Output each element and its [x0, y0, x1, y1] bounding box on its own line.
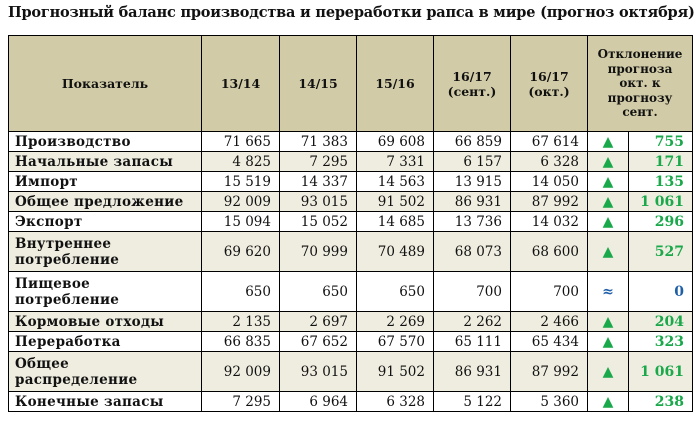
- table-row: [9, 232, 693, 272]
- header-16-17-oct: [511, 36, 588, 132]
- up-arrow-icon: ▲: [588, 232, 629, 272]
- value-cell: 2 135: [202, 312, 280, 332]
- value-cell: 6 964: [280, 392, 357, 412]
- value-cell: 700: [434, 272, 511, 312]
- row-name: [9, 392, 202, 412]
- value-cell: 68 600: [511, 232, 588, 272]
- table-row: [9, 272, 693, 312]
- table-row: [9, 312, 693, 332]
- row-name-line: Конечные запасы: [15, 393, 164, 410]
- value-cell: 93 015: [280, 352, 357, 392]
- table-row: [9, 192, 693, 212]
- value-cell: 14 563: [357, 172, 434, 192]
- value-cell: 7 331: [357, 152, 434, 172]
- header-line: сент.: [622, 105, 658, 120]
- row-name-line: Импорт: [15, 173, 78, 190]
- approx-icon: ≈: [588, 272, 629, 312]
- up-arrow-icon: ▲: [588, 392, 629, 412]
- row-name-line: Внутреннее: [15, 235, 112, 252]
- value-cell: 2 262: [434, 312, 511, 332]
- deviation-value: 1 061: [629, 352, 693, 392]
- row-name: [9, 212, 202, 232]
- value-cell: 6 328: [357, 392, 434, 412]
- row-name: [9, 172, 202, 192]
- value-cell: 15 052: [280, 212, 357, 232]
- table-row: [9, 172, 693, 192]
- table-row: [9, 132, 693, 152]
- row-name-line: Переработка: [15, 333, 121, 350]
- value-cell: 92 009: [202, 352, 280, 392]
- value-cell: 68 073: [434, 232, 511, 272]
- value-cell: 5 360: [511, 392, 588, 412]
- value-cell: 93 015: [280, 192, 357, 212]
- value-cell: 14 685: [357, 212, 434, 232]
- table-title: Прогнозный баланс производства и переработки рапса в мире (прогноз октября): [8, 4, 695, 21]
- up-arrow-icon: ▲: [588, 172, 629, 192]
- value-cell: 14 337: [280, 172, 357, 192]
- value-cell: 14 032: [511, 212, 588, 232]
- row-name-line: распределение: [15, 371, 138, 388]
- header-line: окт. к: [619, 76, 661, 91]
- up-arrow-icon: ▲: [588, 152, 629, 172]
- header-line: Отклонение: [597, 47, 683, 62]
- value-cell: 69 608: [357, 132, 434, 152]
- value-cell: 91 502: [357, 192, 434, 212]
- value-cell: 7 295: [202, 392, 280, 412]
- value-cell: 87 992: [511, 192, 588, 212]
- value-cell: 6 157: [434, 152, 511, 172]
- value-cell: 67 614: [511, 132, 588, 152]
- row-name-line: Пищевое: [15, 275, 91, 292]
- header-line: (окт.): [528, 83, 570, 99]
- row-name-line: Начальные запасы: [15, 153, 174, 170]
- value-cell: 71 383: [280, 132, 357, 152]
- deviation-value: 238: [629, 392, 693, 412]
- value-cell: 86 931: [434, 192, 511, 212]
- value-cell: 13 915: [434, 172, 511, 192]
- deviation-value: 171: [629, 152, 693, 172]
- row-name-line: Общее предложение: [15, 193, 184, 210]
- value-cell: 65 111: [434, 332, 511, 352]
- value-cell: 15 094: [202, 212, 280, 232]
- table-row: [9, 332, 693, 352]
- row-name-line: потребление: [15, 251, 120, 268]
- up-arrow-icon: ▲: [588, 212, 629, 232]
- header-row: [9, 36, 693, 132]
- row-name-line: потребление: [15, 291, 120, 308]
- header-14-15: 14/15: [280, 36, 357, 132]
- value-cell: 13 736: [434, 212, 511, 232]
- row-name: [9, 232, 202, 272]
- header-indicator: Показатель: [9, 36, 202, 132]
- value-cell: 65 434: [511, 332, 588, 352]
- up-arrow-icon: ▲: [588, 192, 629, 212]
- row-name-line: Производство: [15, 133, 131, 150]
- header-deviation: [588, 36, 693, 132]
- table-row: [9, 392, 693, 412]
- row-name: [9, 152, 202, 172]
- row-name: [9, 272, 202, 312]
- value-cell: 650: [202, 272, 280, 312]
- value-cell: 69 620: [202, 232, 280, 272]
- row-name: [9, 352, 202, 392]
- value-cell: 70 999: [280, 232, 357, 272]
- row-name-line: Общее: [15, 355, 70, 372]
- value-cell: 66 835: [202, 332, 280, 352]
- header-16-17-sep: [434, 36, 511, 132]
- value-cell: 4 825: [202, 152, 280, 172]
- row-name: [9, 192, 202, 212]
- table-row: [9, 152, 693, 172]
- value-cell: 2 697: [280, 312, 357, 332]
- value-cell: 86 931: [434, 352, 511, 392]
- value-cell: 700: [511, 272, 588, 312]
- value-cell: 71 665: [202, 132, 280, 152]
- value-cell: 5 122: [434, 392, 511, 412]
- header-15-16: 15/16: [357, 36, 434, 132]
- up-arrow-icon: ▲: [588, 132, 629, 152]
- value-cell: 7 295: [280, 152, 357, 172]
- header-line: прогнозу: [607, 90, 673, 105]
- value-cell: 15 519: [202, 172, 280, 192]
- row-name: [9, 332, 202, 352]
- row-name-line: Кормовые отходы: [15, 313, 165, 330]
- table-body: [9, 132, 693, 412]
- deviation-value: 755: [629, 132, 693, 152]
- header-line: 16/17: [529, 68, 569, 84]
- value-cell: 650: [357, 272, 434, 312]
- value-cell: 87 992: [511, 352, 588, 392]
- value-cell: 2 466: [511, 312, 588, 332]
- value-cell: 67 570: [357, 332, 434, 352]
- value-cell: 2 269: [357, 312, 434, 332]
- up-arrow-icon: ▲: [588, 332, 629, 352]
- header-line: 16/17: [452, 68, 492, 84]
- row-name: [9, 132, 202, 152]
- up-arrow-icon: ▲: [588, 312, 629, 332]
- table-row: [9, 212, 693, 232]
- deviation-value: 0: [629, 272, 693, 312]
- value-cell: 6 328: [511, 152, 588, 172]
- balance-table: [8, 35, 693, 412]
- value-cell: 66 859: [434, 132, 511, 152]
- table-row: [9, 352, 693, 392]
- value-cell: 650: [280, 272, 357, 312]
- header-line: (сент.): [447, 83, 497, 99]
- deviation-value: 204: [629, 312, 693, 332]
- up-arrow-icon: ▲: [588, 352, 629, 392]
- header-13-14: 13/14: [202, 36, 280, 132]
- row-name: [9, 312, 202, 332]
- deviation-value: 1 061: [629, 192, 693, 212]
- deviation-value: 296: [629, 212, 693, 232]
- deviation-value: 527: [629, 232, 693, 272]
- header-line: прогноза: [607, 61, 673, 76]
- value-cell: 67 652: [280, 332, 357, 352]
- value-cell: 70 489: [357, 232, 434, 272]
- value-cell: 91 502: [357, 352, 434, 392]
- row-name-line: Экспорт: [15, 213, 83, 230]
- value-cell: 14 050: [511, 172, 588, 192]
- deviation-value: 135: [629, 172, 693, 192]
- deviation-value: 323: [629, 332, 693, 352]
- value-cell: 92 009: [202, 192, 280, 212]
